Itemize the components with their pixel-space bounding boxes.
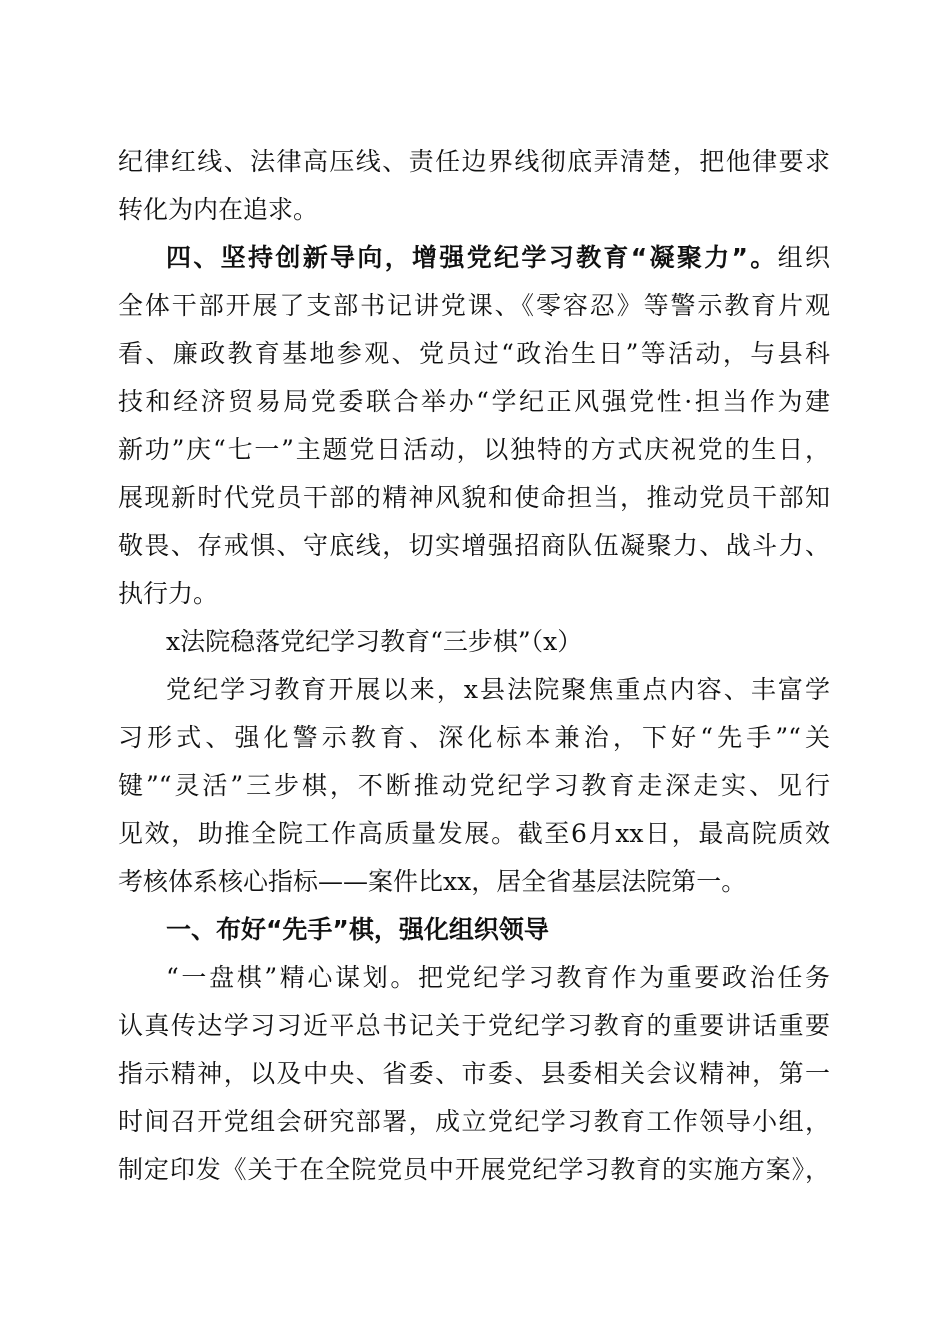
paragraph-planning xyxy=(118,954,830,1194)
text-line: 执行力。 xyxy=(118,579,219,608)
text-line: 见效，助推全院工作高质量发展。截至6月xx日，最高院质效 xyxy=(118,819,830,848)
text-line: 全体干部开展了支部书记讲党课、《零容忍》等警示教育片观 xyxy=(118,291,830,320)
text-line: 展现新时代党员干部的精神风貌和使命担当，推动党员干部知 xyxy=(118,483,830,512)
inline-heading: 四、坚持创新导向，增强党纪学习教育“凝聚力”。 xyxy=(166,243,778,272)
text-line: 纪律红线、法律高压线、责任边界线彻底弄清楚，把他律要求 xyxy=(118,147,830,176)
text-line: 转化为内在追求。 xyxy=(118,195,319,224)
text-line: 看、廉政教育基地参观、党员过“政治生日”等活动，与县科 xyxy=(118,339,830,368)
text-line: “一盘棋”精心谋划。把党纪学习教育作为重要政治任务 xyxy=(166,963,830,992)
text-line: 习形式、强化警示教育、深化标本兼治，下好“先手”“关 xyxy=(118,723,830,752)
text-line: 考核体系核心指标——案件比xx，居全省基层法院第一。 xyxy=(118,867,747,896)
document-body xyxy=(118,138,830,1194)
paragraph-innovation xyxy=(118,234,830,618)
text-line: 新功”庆“七一”主题党日活动，以独特的方式庆祝党的生日， xyxy=(118,435,830,464)
text-line: 键”“灵活”三步棋，不断推动党纪学习教育走深走实、见行 xyxy=(118,771,830,800)
article-title: x法院稳落党纪学习教育“三步棋”（x） xyxy=(166,627,583,656)
text-line: 技和经济贸易局党委联合举办“学纪正风强党性·担当作为建 xyxy=(118,387,830,416)
text-line: 敬畏、存戒惧、守底线，切实增强招商队伍凝聚力、战斗力、 xyxy=(118,531,830,560)
text-line: 认真传达学习习近平总书记关于党纪学习教育的重要讲话重要 xyxy=(118,1011,830,1040)
paragraph-intro xyxy=(118,666,830,906)
section-heading: 一、布好“先手”棋，强化组织领导 xyxy=(166,915,549,944)
text-line: 党纪学习教育开展以来，x县法院聚焦重点内容、丰富学 xyxy=(166,675,830,704)
heading-line-rest: 组织 xyxy=(777,243,830,272)
text-line: 时间召开党组会研究部署，成立党纪学习教育工作领导小组， xyxy=(118,1107,830,1136)
text-line: 指示精神，以及中央、省委、市委、县委相关会议精神，第一 xyxy=(118,1059,830,1088)
text-line xyxy=(118,234,830,282)
text-line: 制定印发《关于在全院党员中开展党纪学习教育的实施方案》， xyxy=(118,1155,830,1184)
paragraph-continuation xyxy=(118,138,830,234)
